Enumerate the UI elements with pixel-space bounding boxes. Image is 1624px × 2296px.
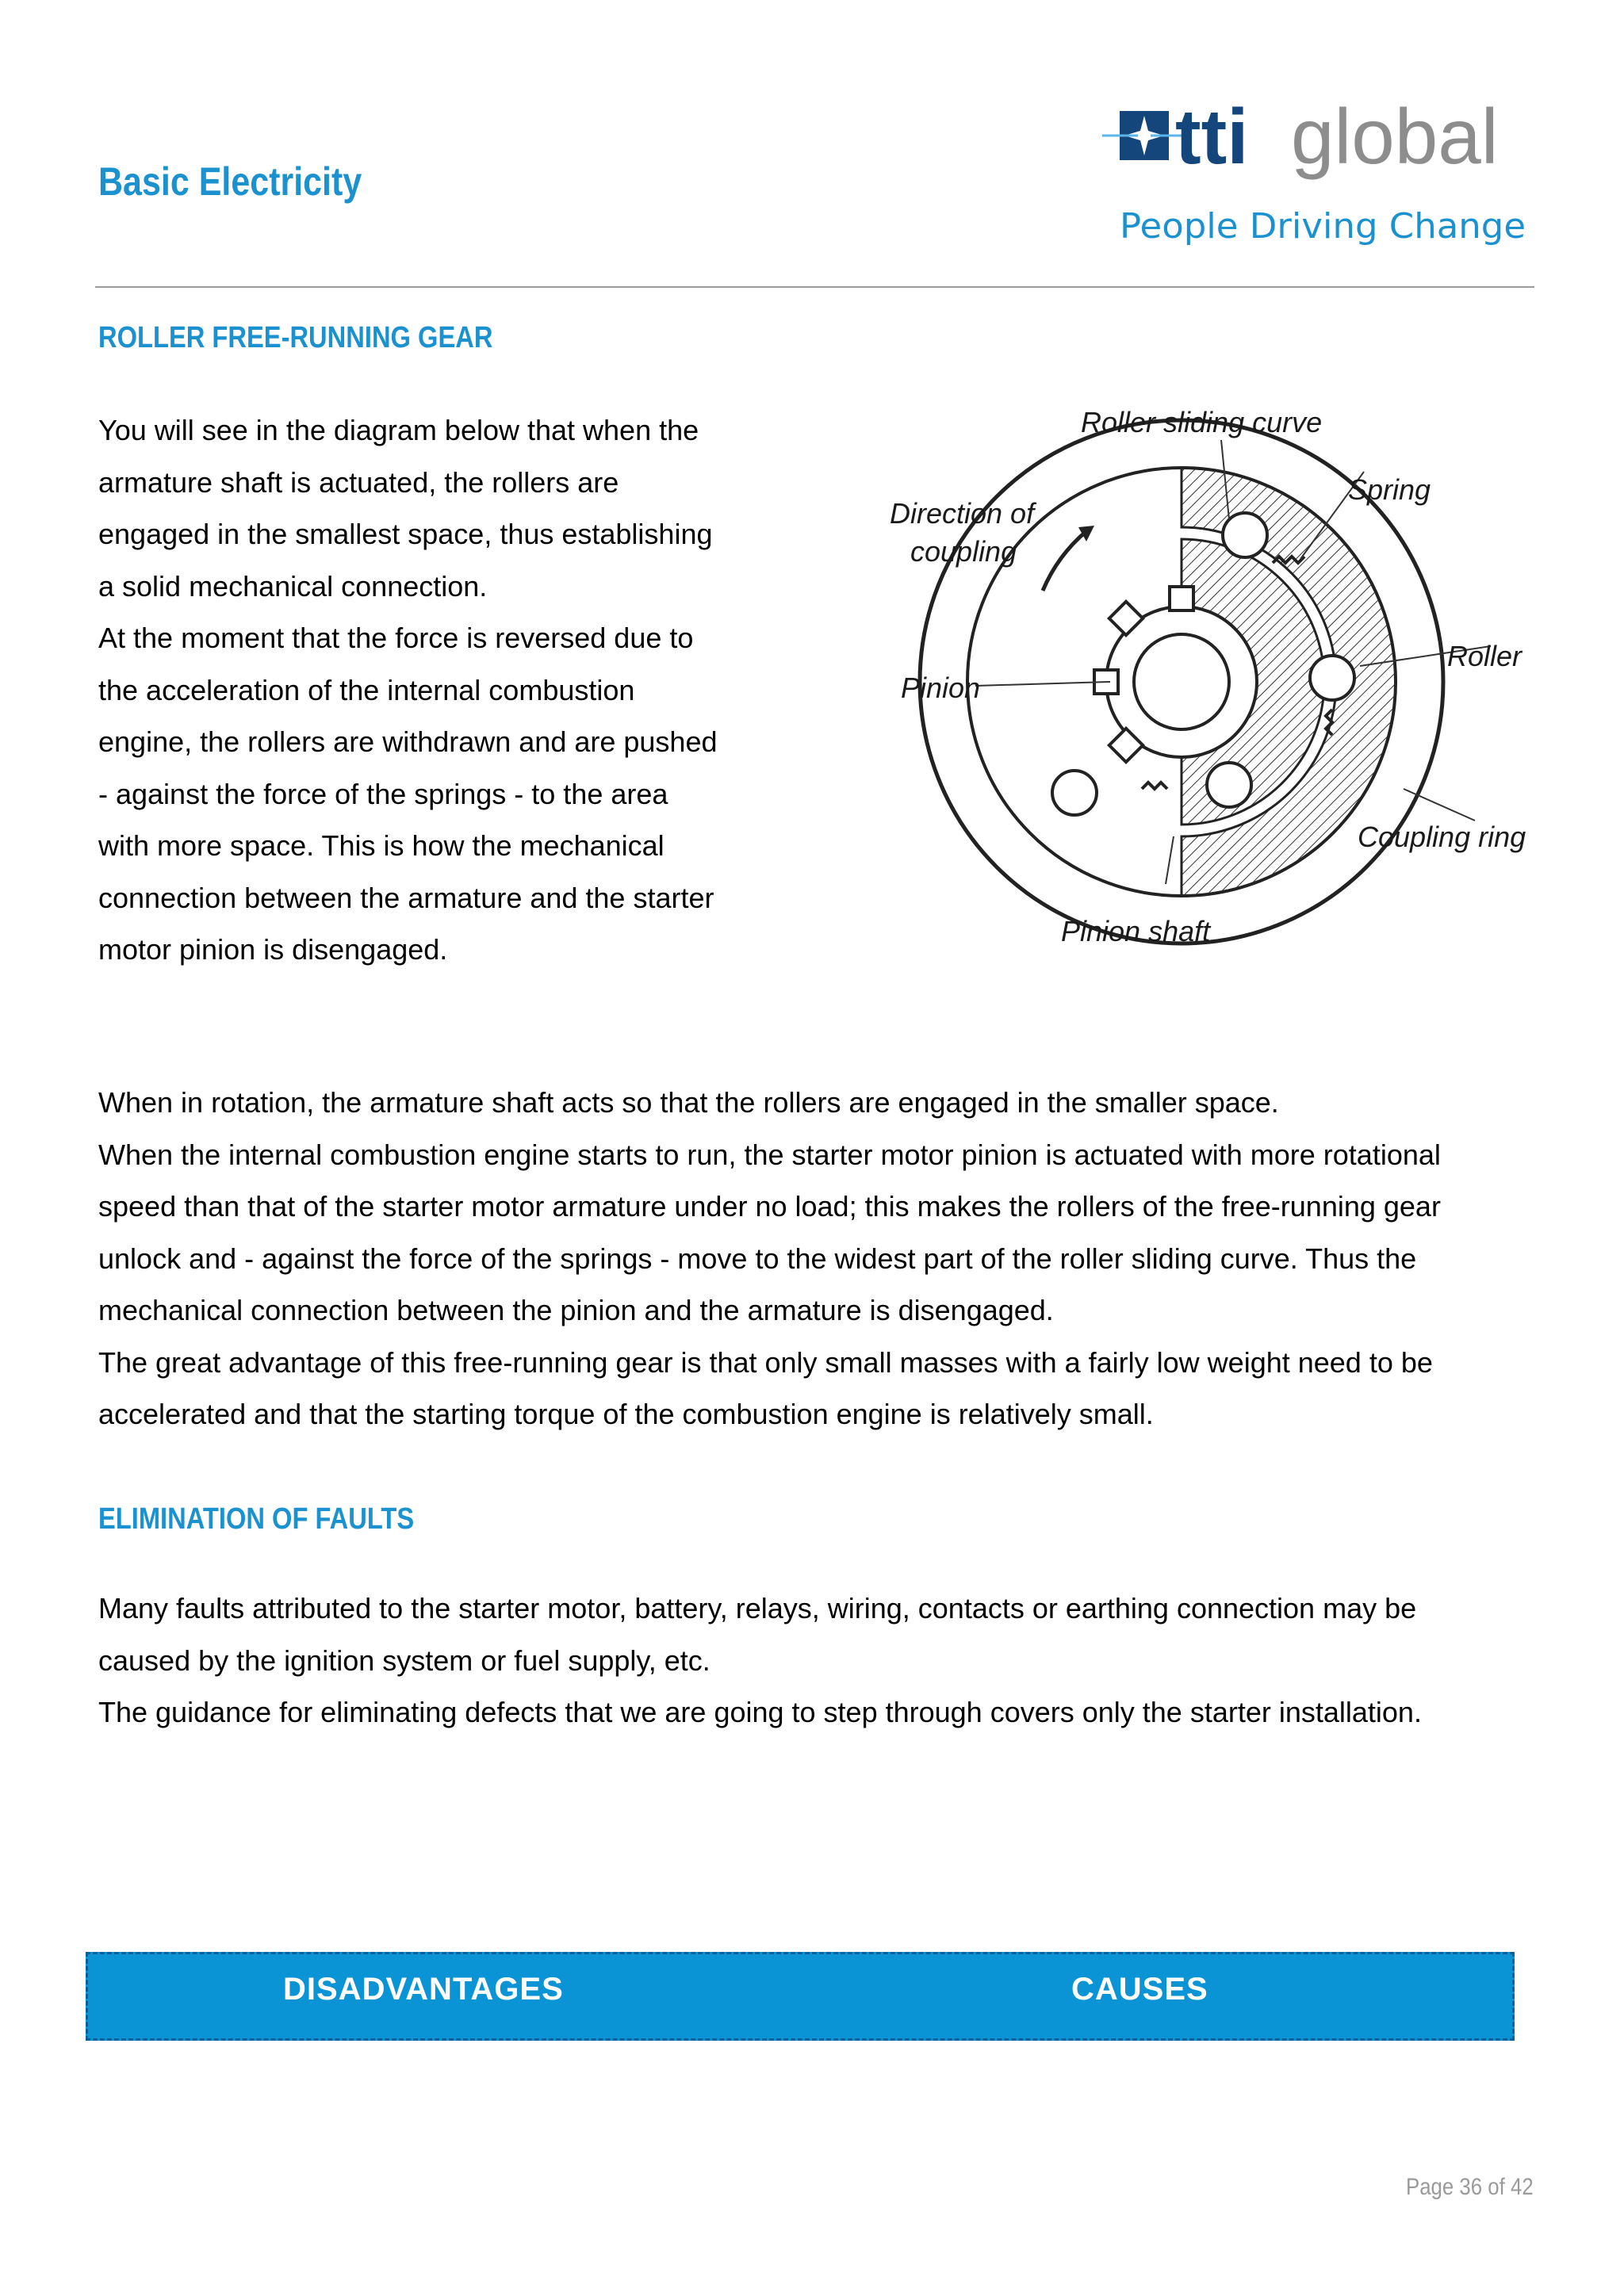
text-line: You will see in the diagram below that when the — [98, 414, 699, 446]
label-spring: Spring — [1348, 473, 1431, 506]
page-number: Page 36 of 42 — [1406, 2174, 1534, 2200]
logo-brand-global: global — [1291, 94, 1499, 180]
faults-table-header — [86, 1952, 1515, 2041]
faults-paragraph — [98, 1582, 1542, 1739]
intro-paragraph — [98, 404, 764, 976]
text-line: engine, the rollers are withdrawn and are pushed — [98, 725, 718, 758]
text-line: connection between the armature and the starter — [98, 881, 714, 914]
column-header-causes: CAUSES — [1071, 1972, 1208, 2007]
text-line: speed than that of the starter motor armature under no load; this makes the rollers of the free-running gear — [98, 1190, 1441, 1223]
text-line: mechanical connection between the pinion and the armature is disengaged. — [98, 1294, 1054, 1326]
label-pinion: Pinion — [901, 672, 981, 704]
text-line: - against the force of the springs - to the area — [98, 777, 668, 810]
roller-freewheel-diagram — [856, 392, 1554, 947]
roller — [1052, 771, 1097, 815]
text-line: When in rotation, the armature shaft acts so that the rollers are engaged in the smaller space. — [98, 1086, 1279, 1119]
text-line: the acceleration of the internal combustion — [98, 673, 635, 706]
text-line: Many faults attributed to the starter motor, battery, relays, wiring, contacts or earthing connection may be — [98, 1592, 1417, 1624]
label-direction-line2: coupling — [910, 535, 1017, 568]
text-line: a solid mechanical connection. — [98, 569, 488, 603]
text-line: The great advantage of this free-running gear is that only small masses with a fairly low weight need to be — [98, 1345, 1433, 1379]
text-line: When the internal combustion engine starts to run, the starter motor pinion is actuated with more rotational — [98, 1138, 1441, 1171]
text-line: motor pinion is disengaged. — [98, 933, 448, 966]
label-roller-sliding-curve: Roller sliding curve — [1081, 406, 1323, 438]
logo-brand-tti: tti — [1175, 94, 1249, 180]
text-line: caused by the ignition system or fuel supply, etc. — [98, 1644, 710, 1677]
text-line: At the moment that the force is reversed due to — [98, 622, 694, 654]
text-line: engaged in the smallest space, thus establishing — [98, 518, 713, 550]
roller — [1223, 513, 1267, 557]
label-pinion-shaft: Pinion shaft — [1061, 915, 1211, 947]
document-title: Basic Electricity — [98, 159, 362, 204]
column-header-disadvantages: DISADVANTAGES — [283, 1972, 564, 2007]
text-line: The guidance for eliminating defects that we are going to step through covers only the starter installation. — [98, 1696, 1422, 1728]
roller — [1207, 763, 1251, 807]
section-heading-roller: ROLLER FREE-RUNNING GEAR — [98, 321, 493, 354]
label-direction-line1: Direction of — [890, 497, 1035, 530]
header-divider — [95, 286, 1534, 288]
label-coupling-ring: Coupling ring — [1358, 821, 1526, 853]
body-paragraph — [98, 1077, 1542, 1441]
text-line: accelerated and that the starting torque of the combustion engine is relatively small. — [98, 1398, 1154, 1430]
roller — [1310, 656, 1354, 700]
label-roller: Roller — [1447, 640, 1522, 672]
text-line: with more space. This is how the mechanical — [98, 829, 665, 862]
logo-tagline: People Driving Change — [1120, 206, 1526, 247]
section-heading-faults: ELIMINATION OF FAULTS — [98, 1502, 415, 1536]
tti-global-logo — [1102, 94, 1530, 260]
text-line: armature shaft is actuated, the rollers are — [98, 465, 619, 499]
text-line: unlock and - against the force of the springs - move to the widest part of the roller sliding curve. Thus the — [98, 1242, 1417, 1275]
